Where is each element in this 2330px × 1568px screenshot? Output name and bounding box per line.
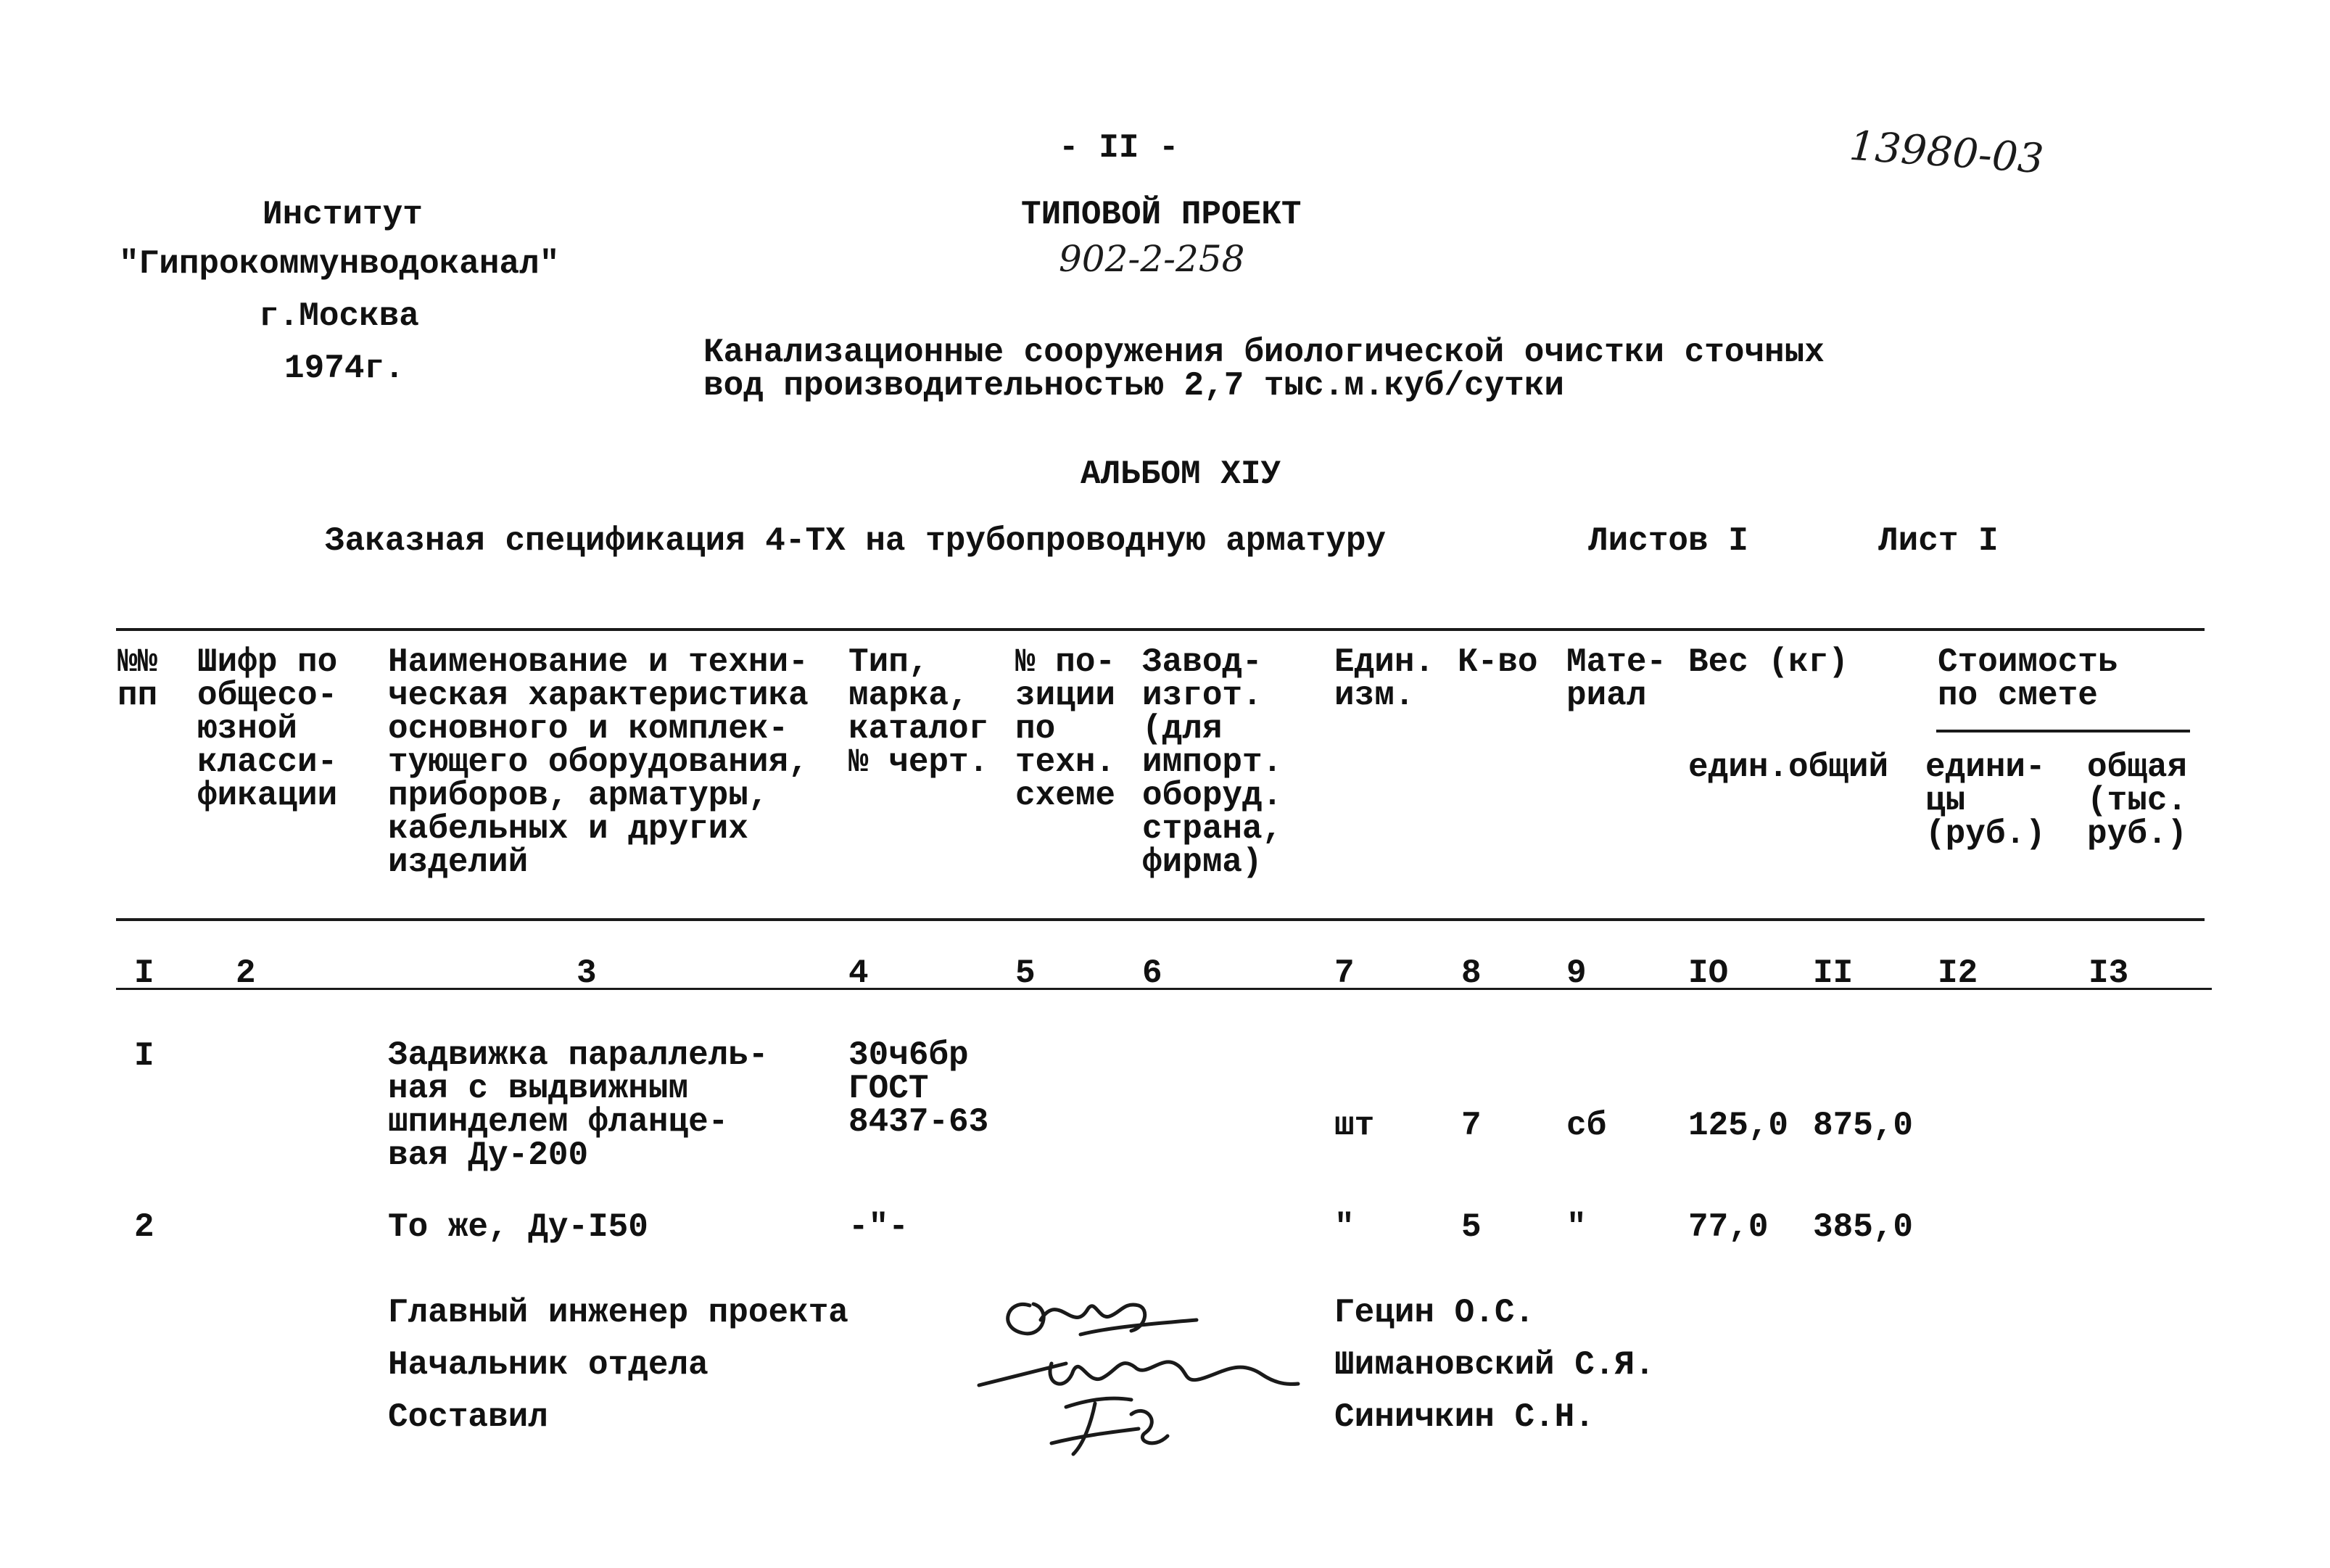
row-item-quantity: 7 [1461, 1107, 1482, 1144]
row-item-unit: " [1334, 1208, 1355, 1246]
header-material: Мате- риал [1566, 643, 1667, 714]
header-weight-sub: един.общий [1688, 748, 1889, 786]
row-item-unit: шт [1334, 1107, 1375, 1144]
header-weight: Вес (кг) [1688, 643, 1848, 681]
row-item-material: " [1566, 1208, 1587, 1246]
row-item-weight-unit: 125,0 [1688, 1107, 1789, 1144]
page-number: - II - [1059, 129, 1179, 167]
spec-title: Заказная спецификация 4-ТХ на трубопроводную арматуру [325, 522, 1387, 560]
header-classification-code: Шифр по общесо- юзной класси- фикации [197, 643, 338, 814]
col-number-9: 9 [1566, 954, 1587, 992]
column-numbers-rule [116, 988, 2212, 990]
col-number-6: 6 [1142, 954, 1162, 992]
description-line-2: вод производительностью 2,7 тыс.м.куб/сутки [703, 367, 1564, 405]
row-item-weight-total: 385,0 [1813, 1208, 1914, 1246]
row-item-type: 30ч6бр ГОСТ 8437-63 [848, 1036, 989, 1141]
col-number-4: 4 [848, 954, 869, 992]
project-label: ТИПОВОЙ ПРОЕКТ [1021, 196, 1302, 234]
header-row-number: №№ пп [117, 643, 158, 714]
header-bottom-rule [116, 918, 2205, 921]
row-item-weight-total: 875,0 [1813, 1107, 1914, 1144]
signature-role-compiler: Составил [388, 1398, 548, 1436]
institute-city: г.Москва [259, 297, 419, 335]
project-number: 902-2-258 [1059, 238, 1245, 280]
row-number: I [134, 1037, 154, 1075]
row-item-name: То же, Ду-I50 [388, 1208, 648, 1246]
header-name-characteristics: Наименование и техни- ческая характеристика основного и комплек- тующего оборудования, приборов, арматуры, кабельных и других изделий [388, 643, 809, 881]
signature-name-compiler: Синичкин С.Н. [1334, 1398, 1595, 1436]
institute-name: "Гипрокоммунводоканал" [119, 245, 560, 283]
header-position: № по- зиции по техн. схеме [1015, 643, 1116, 814]
col-number-13: I3 [2089, 954, 2129, 992]
header-type-brand: Тип, марка, каталог № черт. [848, 643, 989, 781]
signature-compiler [1052, 1398, 1168, 1454]
col-number-12: I2 [1938, 954, 1978, 992]
row-item-type: -"- [848, 1208, 909, 1246]
header-unit: Един. изм. [1334, 643, 1435, 714]
col-number-10: IO [1688, 954, 1729, 992]
signature-department-head [979, 1362, 1298, 1385]
institute-label: Институт [263, 196, 423, 234]
album-title: АЛЬБОМ XIУ [1081, 455, 1281, 493]
header-cost: Стоимость по смете [1938, 643, 2118, 714]
row-item-material: сб [1566, 1107, 1607, 1144]
header-manufacturer: Завод- изгот. (для импорт. оборуд. страна, фирма) [1142, 643, 1283, 881]
col-number-1: I [134, 954, 154, 992]
signature-name-chief-engineer: Гецин О.С. [1334, 1294, 1535, 1332]
header-quantity: К-во [1458, 643, 1538, 681]
description-line-1: Канализационные сооружения биологической очистки сточных [703, 334, 1825, 371]
col-number-3: 3 [577, 954, 597, 992]
handwritten-doc-number: 13980-03 [1848, 122, 2046, 183]
row-item-name: Задвижка параллель- ная с выдвижным шпинделем фланце- вая Ду-200 [388, 1036, 769, 1174]
col-number-11: II [1813, 954, 1854, 992]
cost-subheader-rule [1936, 730, 2190, 733]
col-number-7: 7 [1334, 954, 1355, 992]
col-number-5: 5 [1015, 954, 1036, 992]
signature-name-department-head: Шимановский С.Я. [1334, 1346, 1655, 1384]
signature-role-department-head: Начальник отдела [388, 1346, 708, 1384]
col-number-8: 8 [1461, 954, 1482, 992]
row-item-quantity: 5 [1461, 1208, 1482, 1246]
row-number: 2 [134, 1208, 154, 1246]
signature-chief-engineer [1008, 1304, 1197, 1334]
sheet-number: Лист I [1878, 522, 1999, 560]
handwritten-signatures [964, 1276, 1342, 1465]
header-cost-unit: едини- цы (руб.) [1925, 748, 2046, 853]
header-cost-total: общая (тыс. руб.) [2087, 748, 2188, 853]
row-item-weight-unit: 77,0 [1688, 1208, 1769, 1246]
sheets-total: Листов I [1588, 522, 1748, 560]
institute-year: 1974г. [284, 350, 405, 387]
signature-role-chief-engineer: Главный инженер проекта [388, 1294, 848, 1332]
table-top-rule [116, 628, 2205, 631]
col-number-2: 2 [236, 954, 256, 992]
